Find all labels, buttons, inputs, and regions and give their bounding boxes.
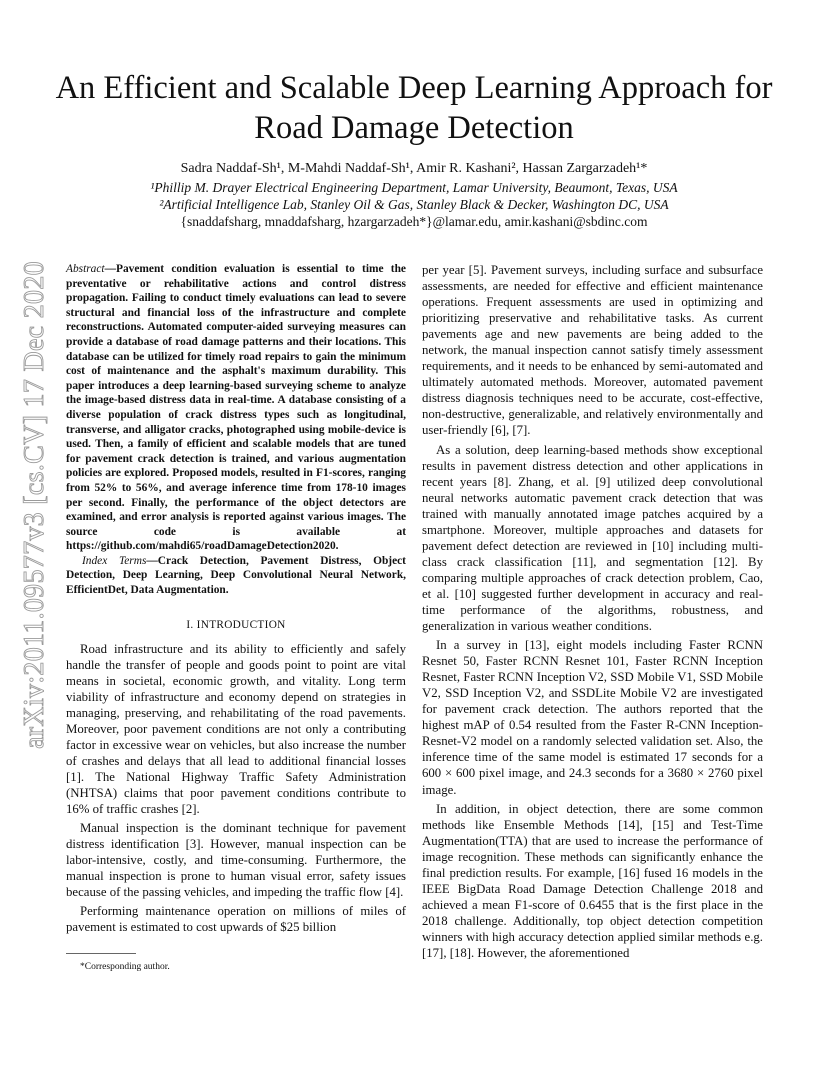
- arxiv-stamp: arXiv:2011.09577v3 [cs.CV] 17 Dec 2020: [19, 261, 50, 749]
- author-block: [60, 160, 768, 230]
- body-paragraph: Road infrastructure and its ability to efficiently and safely handle the transfer of people and goods point to point are vital means in societal, economic growth, and vitality. Long term viability of infrastructure and economy depend on strategies in managing, preserving, and rehabilitating of the road pavements. Moreover, poor pavement conditions are not only a contributing factor in excessive wear on vehicles, but also increase the number of crashes and delays that all lead to additional financial losses [1]. The National Highway Traffic Safety Administration (NHTSA) claims that poor pavement conditions contribute to 16% of traffic crashes [2].: [66, 641, 406, 817]
- index-terms: [66, 554, 406, 598]
- index-terms-lead: Index Terms: [82, 554, 147, 567]
- body-paragraph: In a survey in [13], eight models including Faster RCNN Resnet 50, Faster RCNN Resnet 101, Faster RCNN Inception Resnet, Faster RCNN Inception V2, SSD Mobile V1, SSD Mobile V2, SSD Inception V2, and SSDLite Mobile V2 are investigated for pavement crack detection. The authors reported that the highest mAP of 0.54 resulted from the Faster R-CNN Inception-Resnet-V2 model on a randomly selected validation set. Also, the inference time of the same model is estimated 17 seconds for a 600 × 600 pixel image, and 24.3 seconds for a 3680 × 2760 pixel image.: [422, 638, 763, 797]
- footnote: *Corresponding author.: [80, 962, 170, 972]
- author-names: Sadra Naddaf-Sh¹, M-Mahdi Naddaf-Sh¹, Amir R. Kashani², Hassan Zargarzadeh¹*: [180, 161, 648, 176]
- footnote-rule: [66, 953, 136, 954]
- left-column: [66, 262, 406, 936]
- body-paragraph: Manual inspection is the dominant technique for pavement distress identification [3]. However, manual inspection can be labor-intensive, costly, and time-consuming. Furthermore, the manual inspection is prone to human visual error, safety issues because of the passing vehicles, and impeding the traffic flow [4].: [66, 821, 406, 900]
- index-terms-text: —Crack Detection, Pavement Distress, Object Detection, Deep Learning, Deep Convolutional Neural Network, EfficientDet, Data Augmentation.: [66, 554, 406, 597]
- abstract-lead: Abstract: [66, 263, 105, 275]
- body-paragraph: In addition, in object detection, there are some common methods like Ensemble Methods [14], [15] and Test-Time Augmentation(TTA) that are used to increase the performance of image recognition. These methods can significantly enhance the final prediction results. For example, [16] fused 16 models in the IEEE BigData Road Damage Detection Challenge 2018 and achieved a mean F1-score of 0.6455 that is the first place in the 2018 challenge. Additionally, top object detection competition winners with high accuracy detection applied similar methods e.g. [17], [18]. However, the aforementioned: [422, 801, 763, 960]
- paper-title: An Efficient and Scalable Deep Learning Approach for Road Damage Detection: [55, 70, 773, 146]
- author-emails: {snaddafsharg, mnaddafsharg, hzargarzadeh*}@lamar.edu, amir.kashani@sbdinc.com: [180, 214, 648, 229]
- body-paragraph: Performing maintenance operation on millions of miles of pavement is estimated to cost upwards of $25 billion: [66, 904, 406, 935]
- body-paragraph: As a solution, deep learning-based methods show exceptional results in pavement distress detection and other applications in recent years [8]. Zhang, et al. [9] utilized deep convolutional neural networks automatic pavement crack detection that was trained with manually annotated image patches acquired by a smartphone. Moreover, multiple approaches and datasets for pavement defect detection are reviewed in [10] including multi-class crack classification [11], and segmentation [12]. By comparing multiple approaches of crack detection problem, Cao, et al. [10] suggested further development in accuracy and real-time performance of the algorithms, robustness, and generalization in various weather conditions.: [422, 442, 763, 634]
- affiliation-1: ¹Phillip M. Drayer Electrical Engineering Department, Lamar University, Beaumont, Texas, USA: [150, 180, 678, 195]
- abstract-text: —Pavement condition evaluation is essential to time the preventative or rehabilitative actions and control distress propagation. Failing to conduct timely evaluations can lead to severe structural and financial loss of the infrastructure and complete reconstructions. Automated computer-aided surveying measures can provide a database of road damage patterns and their locations. This database can be utilized for timely road repairs to gain the minimum cost of maintenance and the asphalt's maximum durability. This paper introduces a deep learning-based surveying scheme to analyze the image-based distress data in real-time. A database consisting of a diverse population of crack distress types such as longitudinal, transverse, and alligator cracks, photographed using mobile-device is used. Then, a family of efficient and scalable models that are tuned for pavement crack detection is trained, and various augmentation policies are explored. Proposed models, resulted in F1-scores, ranging from 52% to 56%, and average inference time from 178-10 images per second. Finally, the performance of the object detectors are examined, and error analysis is reported against various images. The source code is available at https://github.com/mahdi65/roadDamageDetection2020.: [66, 263, 406, 553]
- affiliation-2: ²Artificial Intelligence Lab, Stanley Oil & Gas, Stanley Black & Decker, Washington DC, USA: [159, 197, 669, 212]
- abstract: [66, 262, 406, 554]
- body-paragraph: per year [5]. Pavement surveys, including surface and subsurface assessments, are needed for effective and efficient maintenance operations. Frequent assessments are used in optimizing and prioritizing preservative and rehabilitative tasks. As current pavements age and new pavements are being added to the network, the manual inspection cannot satisfy timely assessment requirements, and it needs to be enhanced by semi-automated and ultimately automated methods. Moreover, automated pavement distress diagnosis techniques need to be accurate, cost-effective, non-destructive, generalizable, and relatively environmentally and user-friendly [6], [7].: [422, 263, 763, 438]
- right-column: [422, 262, 763, 961]
- section-heading: I. INTRODUCTION: [186, 618, 286, 631]
